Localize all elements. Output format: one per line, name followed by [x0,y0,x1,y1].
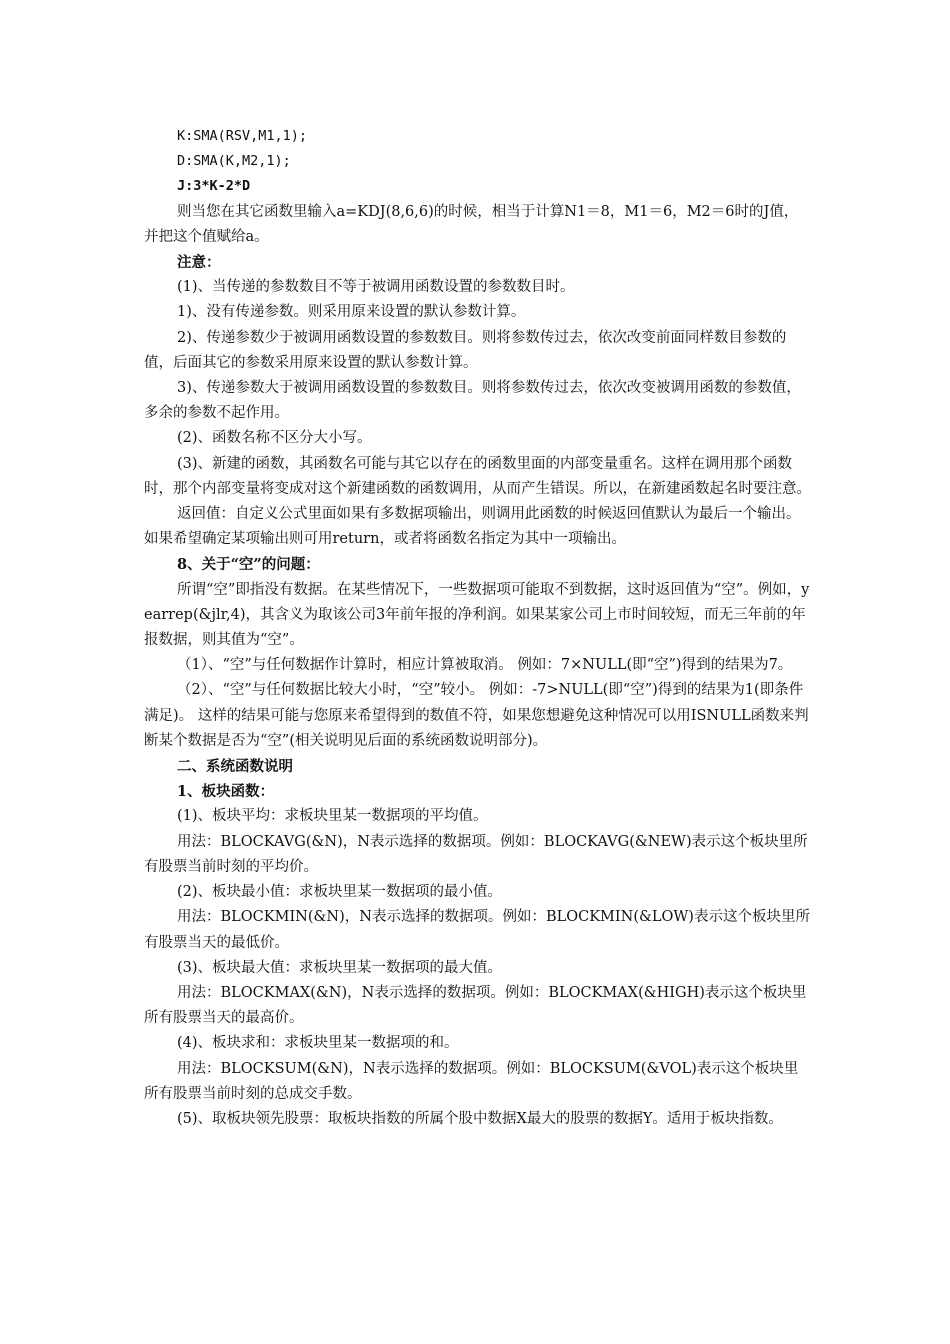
note-item-1: (1)、当传递的参数数目不等于被调用函数设置的参数数目时。 [177,279,575,296]
code-line-j: J:3*K-2*D [177,178,251,195]
note-subitem-2: 2)、传递参数少于被调用函数设置的参数数目。则将参数传过去，依次改变前面同样数目参数的值，后面其它的参数采用原来设置的默认参数计算。 [144,329,787,371]
block-max-usage: 用法：BLOCKMAX(&N)，N表示选择的数据项。例如：BLOCKMAX(&HIGH)表示这个板块里所有股票当天的最高价。 [144,984,807,1027]
section-8-heading: 8、关于“空”的问题： [177,556,320,574]
kdj-example-paragraph: 则当您在其它函数里输入a=KDJ(8,6,6)的时候，相当于计算N1＝8，M1＝6，M2＝6时的J值，并把这个值赋给a。 [144,203,799,245]
note-subitem-1: 1)、没有传递参数。则采用原来设置的默认参数计算。 [177,304,526,321]
code-line-d: D:SMA(K,M2,1); [177,153,291,170]
block-min-usage: 用法：BLOCKMIN(&N)，N表示选择的数据项。例如：BLOCKMIN(&LOW)表示这个板块里所有股票当天的最低价。 [144,909,810,951]
note-item-2: (2)、函数名称不区分大小写。 [177,430,372,447]
null-intro-paragraph: 所谓“空”即指没有数据。在某些情况下，一些数据项可能取不到数据，这时返回值为“空”。例如，yearrep(&jlr,4)，其含义为取该公司3年前年报的净利润。如果某家公司上市时间较短，而无三年前的年报数据，则其值为“空”。 [144,581,810,649]
block-min-item: (2)、板块最小值：求板块里某一数据项的最小值。 [177,884,503,901]
note-heading: 注意： [177,254,221,272]
block-functions-heading: 1、板块函数： [177,783,275,801]
note-subitem-3: 3)、传递参数大于被调用函数设置的参数数目。则将参数传过去，依次改变被调用函数的参数值，多余的参数不起作用。 [144,380,801,422]
null-rule-2: （2）、“空”与任何数据比较大小时，“空”较小。 例如：-7>NULL(即“空”)得到的结果为1(即条件满足)。 这样的结果可能与您原来希望得到的数值不符，如果您想避免这种情况可以用ISNULL函数来判断某个数据是否为“空”(相关说明见后面的系统函数说明部分)。 [144,682,809,749]
block-sum-item: (4)、板块求和：求板块里某一数据项的和。 [177,1035,459,1052]
block-sum-usage: 用法：BLOCKSUM(&N)，N表示选择的数据项。例如：BLOCKSUM(&VOL)表示这个板块里所有股票当前时刻的总成交手数。 [144,1060,799,1102]
block-max-item: (3)、板块最大值：求板块里某一数据项的最大值。 [177,959,503,976]
section-2-heading: 二、系统函数说明 [177,758,293,776]
block-avg-usage: 用法：BLOCKAVG(&N)，N表示选择的数据项。例如：BLOCKAVG(&NEW)表示这个板块里所有股票当前时刻的平均价。 [144,833,808,875]
document-body [144,124,812,1132]
block-avg-item: (1)、板块平均：求板块里某一数据项的平均值。 [177,808,488,825]
return-value-paragraph: 返回值：自定义公式里面如果有多数据项输出，则调用此函数的时候返回值默认为最后一个输出。如果希望确定某项输出则可用return，或者将函数名指定为其中一项输出。 [144,506,801,548]
block-leader-item: (5)、取板块领先股票：取板块指数的所属个股中数据X最大的股票的数据Y。适用于板块指数。 [177,1110,783,1127]
note-item-3: (3)、新建的函数，其函数名可能与其它以存在的函数里面的内部变量重名。这样在调用那个函数时，那个内部变量将变成对这个新建函数的函数调用，从而产生错误。所以，在新建函数起名时要注意。 [144,455,811,497]
code-line-k: K:SMA(RSV,M1,1); [177,128,308,144]
null-rule-1: （1）、“空”与任何数据作计算时，相应计算被取消。 例如：7×NULL(即“空”)得到的结果为7。 [177,657,793,674]
